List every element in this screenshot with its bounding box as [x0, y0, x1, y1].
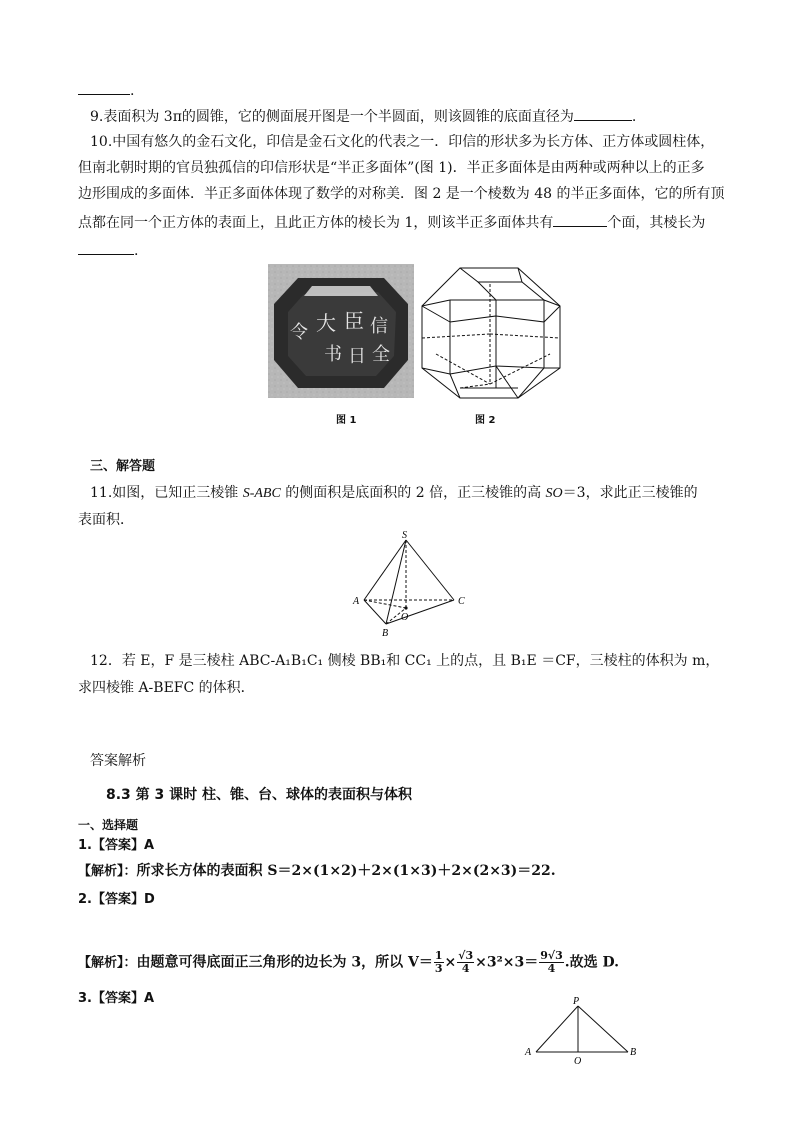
- seal-char: 臣: [344, 311, 364, 333]
- label-S: S: [402, 530, 407, 541]
- label-B: B: [630, 1047, 637, 1058]
- label-P: P: [573, 996, 580, 1007]
- fraction: $\frac{√3}{4}$: [458, 949, 474, 975]
- polyhedron-figure-2: [420, 264, 570, 404]
- question-10-line-4: 点都在同一个正方体的表面上，且此正方体的棱长为 1，则该半正多面体共有 个面，其棱长为: [78, 212, 734, 232]
- label-O: O: [401, 612, 409, 623]
- label-A: A: [353, 596, 360, 607]
- question-9: 9.表面积为 3π的圆锥，它的侧面展开图是一个半圆面，则该圆锥的底面直径为 .: [90, 106, 734, 126]
- answer-3-label: 3.【答案】A: [78, 991, 155, 1006]
- answer-1-explanation: 【解析】：所求长方体的表面积 S＝2×(1×2)＋2×(1×3)＋2×(2×3)＝22.: [78, 863, 556, 879]
- lesson-title: 8.3 第 3 课时 柱、锥、台、球体的表面积与体积: [106, 787, 413, 803]
- question-10-line-3: 边形围成的多面体．半正多面体体现了数学的对称美．图 2 是一个棱数为 48 的半正多面体，它的所有顶: [78, 186, 725, 202]
- label-A: A: [525, 1047, 532, 1058]
- label-C: C: [458, 596, 465, 607]
- section-heading-3: 三、解答题: [90, 459, 156, 474]
- answer-blank: [553, 212, 607, 227]
- question-11-line-2: 表面积．: [78, 512, 134, 528]
- answer-blank: [78, 240, 134, 255]
- pyramid-figure: [350, 530, 474, 642]
- answer-2-explanation: 【解析】：由题意可得底面正三角形的边长为 3，所以 V＝ $\frac{1}{3}$ × $\frac{√3}{4}$ ×3²×3＝ $\frac{9√3}{4}$ .故选 D.: [78, 949, 620, 975]
- answer-section-1: 一、选择题: [78, 818, 139, 832]
- figure-1-caption: 图 1: [336, 415, 357, 426]
- question-10-line-1: 10.中国有悠久的金石文化，印信是金石文化的代表之一．印信的形状多为长方体、正方体或圆柱体，: [90, 134, 715, 150]
- question-10-line-2: 但南北朝时期的官员独孤信的印信形状是“半正多面体”(图 1)．半正多面体是由两种或两种以上的正多: [78, 160, 705, 176]
- answer-1-label: 1.【答案】A: [78, 838, 155, 853]
- seal-char: 日: [348, 346, 366, 366]
- answer-blank: [78, 80, 130, 95]
- question-11-line-1: 11.如图，已知正三棱锥 S-ABC 的侧面积是底面积的 2 倍，正三棱锥的高 SO＝3，求此正三棱锥的: [90, 485, 698, 501]
- fraction: $\frac{9√3}{4}$: [540, 949, 563, 975]
- label-O: O: [574, 1056, 582, 1066]
- seal-char: 书: [324, 344, 342, 364]
- question-12-line-1: 12．若 E，F 是三棱柱 ABC-A₁B₁C₁ 侧棱 BB₁和 CC₁ 上的点，且 B₁E ＝CF，三棱柱的体积为 m，: [90, 653, 720, 669]
- label-B: B: [382, 628, 389, 639]
- q8-tail-line: .: [78, 80, 734, 100]
- seal-char: 全: [372, 344, 390, 364]
- fraction: $\frac{1}{3}$: [434, 949, 443, 975]
- seal-photo-figure-1: [268, 264, 414, 398]
- question-12-line-2: 求四棱锥 A-BEFC 的体积．: [78, 680, 255, 696]
- answers-heading: 答案解析: [90, 753, 146, 769]
- answer-2-label: 2.【答案】D: [78, 892, 155, 907]
- seal-char: 令: [290, 322, 308, 342]
- answer-blank: [574, 106, 632, 121]
- seal-char: 大: [316, 313, 336, 335]
- seal-char: 信: [370, 316, 388, 336]
- figure-2-caption: 图 2: [475, 415, 496, 426]
- question-10-line-5: .: [78, 240, 734, 260]
- triangle-figure: [522, 994, 642, 1066]
